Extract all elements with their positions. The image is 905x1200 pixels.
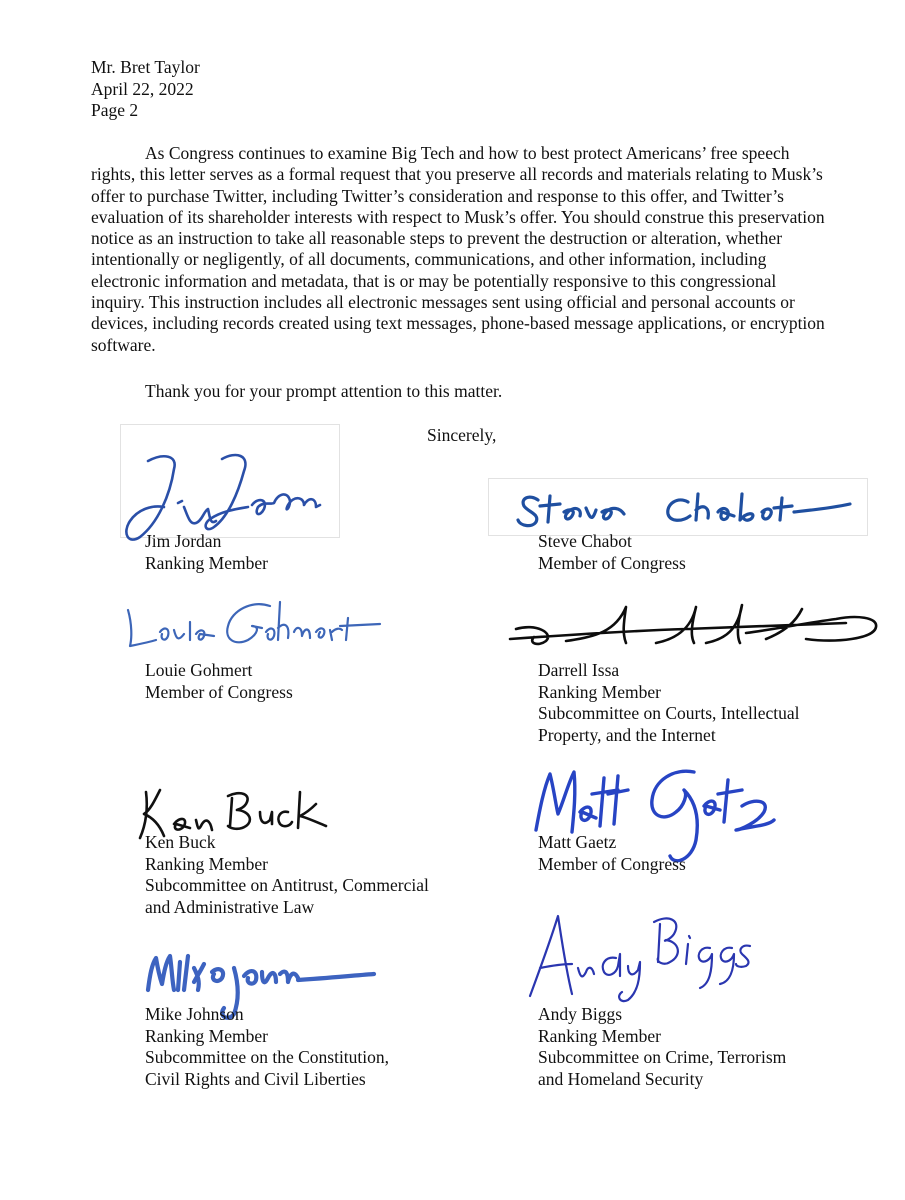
signature-stroke (518, 496, 624, 526)
signature-stroke (206, 455, 320, 529)
letter-header (91, 57, 200, 122)
signatory-title: Ranking Member (538, 1025, 661, 1046)
signatory-name: Matt Gaetz (538, 832, 617, 852)
signatory-mike-johnson (145, 1004, 389, 1090)
signature-stroke (128, 610, 214, 646)
letter-date: April 22, 2022 (91, 78, 194, 99)
signatory-subcommittee: Subcommittee on Courts, Intellectual (538, 703, 800, 723)
signatory-name: Steve Chabot (538, 531, 632, 551)
signature-steve-chabot (512, 482, 862, 534)
signatory-louie-gohmert (145, 660, 293, 703)
signatory-title: Member of Congress (145, 681, 293, 702)
thanks-line: Thank you for your prompt attention to this matter. (145, 381, 503, 401)
signatory-title: Ranking Member (145, 1025, 268, 1046)
signatory-name: Mike Johnson (145, 1004, 244, 1024)
signature-darrell-issa (506, 599, 884, 651)
signatory-jim-jordan (145, 531, 268, 574)
signatory-subcommittee: and Homeland Security (538, 1068, 704, 1089)
signatory-title: Ranking Member (538, 681, 661, 702)
signatory-darrell-issa (538, 660, 799, 746)
signatory-name: Jim Jordan (145, 531, 222, 551)
signature-stroke (227, 602, 380, 642)
signatory-title: Member of Congress (538, 853, 686, 874)
closing-line: Sincerely, (427, 425, 497, 445)
signatory-title: Ranking Member (145, 552, 268, 573)
signatory-title: Member of Congress (538, 552, 686, 573)
signature-stroke (244, 971, 374, 984)
signatory-name: Andy Biggs (538, 1004, 623, 1024)
body-paragraph: As Congress continues to examine Big Tech and how to best protect Americans’ free speech rights, this letter serves as a formal request that you preserve all records and materials relating to Musk’s offer to purchase Twitter, including Twitter’s consideration and response to this offer, and Twitter’s evaluation of its shareholder interests with respect to Musk’s offer. You should construe this preservation notice as an instruction to take all reasonable steps to prevent the destruction or alteration, whether intentionally or negligently, of all documents, communications, and other information, including electronic information and metadata, that is or may be potentially responsive to this congressional inquiry. This instruction includes all electronic messages sent using official and personal accounts or devices, including records created using text messages, phone-based message applications, or encryption software. (91, 143, 825, 355)
recipient-name: Mr. Bret Taylor (91, 57, 200, 77)
signatory-steve-chabot (538, 531, 686, 574)
signatory-subcommittee: Property, and the Internet (538, 724, 716, 745)
signatory-name: Darrell Issa (538, 660, 620, 680)
signatory-andy-biggs (538, 1004, 786, 1090)
signature-louie-gohmert (120, 596, 385, 658)
signature-stroke (228, 792, 326, 829)
signatory-subcommittee: and Administrative Law (145, 896, 315, 917)
signatory-subcommittee: Subcommittee on Crime, Terrorism (538, 1047, 787, 1067)
signatory-ken-buck (145, 832, 429, 918)
signature-stroke (536, 772, 628, 832)
signature-stroke (668, 494, 850, 520)
signatory-subcommittee: Civil Rights and Civil Liberties (145, 1068, 366, 1089)
signatory-subcommittee: Subcommittee on the Constitution, (145, 1047, 390, 1067)
signatory-name: Ken Buck (145, 832, 216, 852)
signature-stroke (140, 790, 212, 838)
signatory-title: Ranking Member (145, 853, 268, 874)
signatory-subcommittee: Subcommittee on Antitrust, Commercial (145, 875, 429, 895)
signatory-name: Louie Gohmert (145, 660, 253, 680)
signature-stroke (530, 916, 640, 1001)
signature-stroke (126, 456, 216, 539)
signature-stroke (510, 605, 876, 644)
signatory-matt-gaetz (538, 832, 686, 875)
signature-andy-biggs (524, 908, 756, 1008)
page-number: Page 2 (91, 100, 139, 120)
signature-stroke (654, 918, 750, 988)
